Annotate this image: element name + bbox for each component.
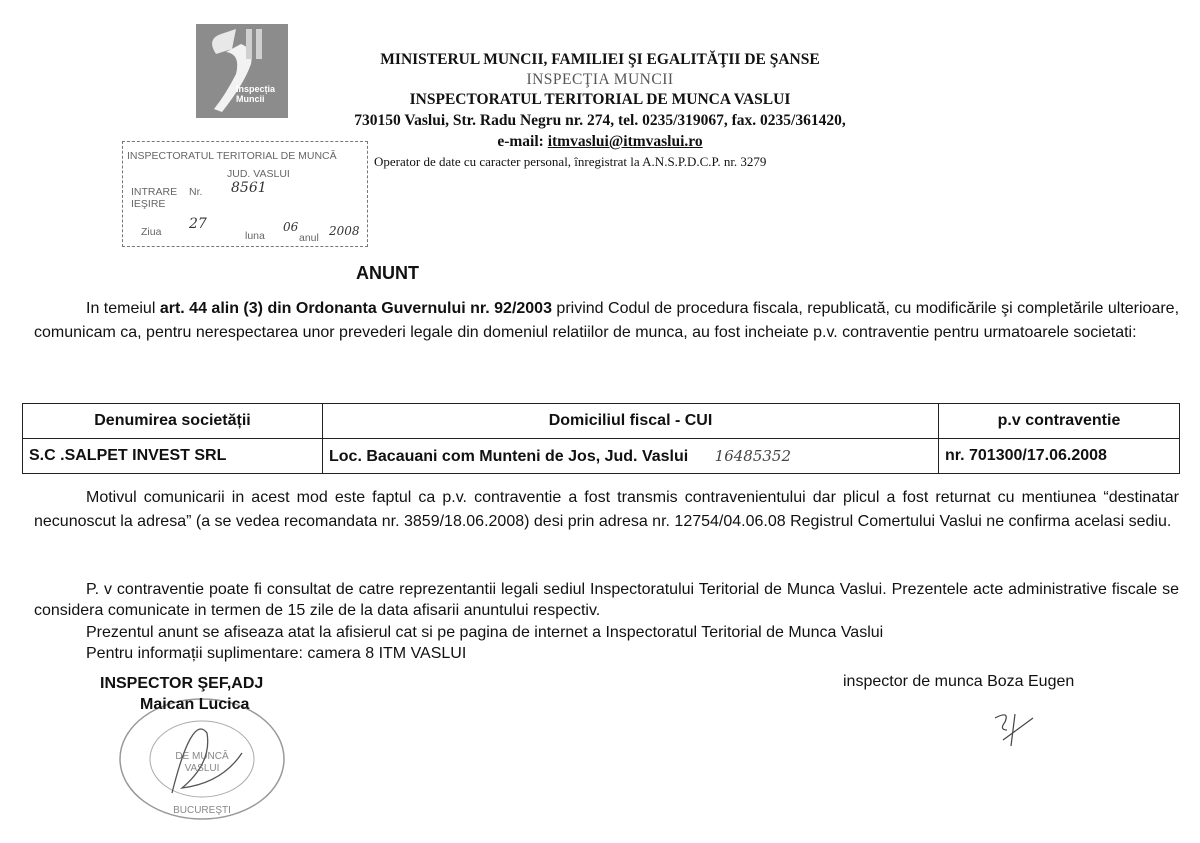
stamp-day-value: 27 (189, 216, 207, 232)
operator-note: Operator de date cu caracter personal, înregistrat la A.N.S.P.D.C.P. nr. 3279 (374, 154, 767, 169)
table-header-row (23, 404, 1180, 439)
email-label: e-mail: (497, 133, 548, 150)
companies-table (22, 403, 1180, 474)
inspector-signature: inspector de munca Boza Eugen (843, 673, 1075, 690)
seal-bottom-text: BUCUREŞTI (173, 805, 231, 816)
seal-center-line1: DE MUNCĂ (175, 751, 229, 762)
inspectia-muncii-logo (196, 24, 288, 118)
intro-paragraph: In temeiul art. 44 alin (3) din Ordonanta Guvernului nr. 92/2003 privind Codul de procedura fiscala, republicată, cu modificările şi completările ulterioare, comunicam ca, pentru nerespectarea unor prevederi legale din domeniul relatiilor de munca, au fost incheiate p.v. contraventie pentru urmatoarele societati: (34, 300, 1180, 341)
inspectorate-name: INSPECTORATUL TERITORIAL DE MUNCA VASLUI (409, 91, 791, 108)
chief-inspector-name: Maican Lucica (140, 696, 250, 713)
stamp-year-value: 2008 (329, 224, 360, 238)
company-address-cell (323, 439, 939, 474)
email-line (300, 131, 900, 152)
stamp-institution: INSPECTORATUL TERITORIAL DE MUNCĂ (127, 150, 337, 162)
company-address: Loc. Bacauani com Munteni de Jos, Jud. Vaslui (329, 447, 689, 465)
chief-inspector-signature-block (100, 673, 263, 715)
column-header: p.v contraventie (939, 404, 1180, 439)
registration-stamp (122, 141, 368, 247)
logo-text: Inspecția Muncii (236, 84, 276, 104)
stamp-month-label: luna (245, 230, 265, 242)
stamp-day-label: Ziua (141, 226, 162, 238)
document-title: ANUNT (356, 263, 419, 283)
handwritten-signature-right (985, 700, 1045, 748)
afisare-paragraph: Prezentul anunt se afiseaza atat la afisierul cat si pe pagina de internet a Inspectoratul Teritorial de Munca Vaslui (86, 624, 884, 641)
stamp-intrare: INTRARE (131, 186, 178, 198)
consult-paragraph: P. v contraventie poate fi consultat de catre reprezentantii legali sediul Inspectoratului Teritorial de Munca Vaslui. Prezentele acte administrative fiscale se considera comunicate in termen de 15 zile de la data afisarii anuntului respectiv. (34, 581, 1179, 619)
column-header: Denumirea societății (23, 404, 323, 439)
inspection-name: INSPECŢIA MUNCII (526, 71, 674, 88)
email-link[interactable]: itmvaslui@itmvaslui.ro (547, 133, 703, 150)
seal-center-line2: VASLUI (184, 763, 220, 774)
motiv-paragraph: Motivul comunicarii in acest mod este faptul ca p.v. contraventie a fost transmis contravenientului dar plicul a fost returnat cu mentiunea “destinatar necunoscut la adresa” (a se vedea recomandata nr. 3859/18.06.2008) desi prin adresa nr. 12754/04.06.08 Registrul Comertului Vaslui ne confirma acelasi sediu. (34, 489, 1179, 530)
stamp-year-label: anul (299, 232, 319, 244)
document-header (300, 49, 900, 152)
stamp-county: JUD. VASLUI (227, 168, 290, 180)
company-name: S.C .SALPET INVEST SRL (23, 439, 323, 474)
company-cui: 16485352 (714, 446, 792, 465)
info-paragraph: Pentru informații suplimentare: camera 8 ITM VASLUI (86, 645, 467, 662)
pv-number: nr. 701300/17.06.2008 (939, 439, 1180, 474)
inspectorate-address: 730150 Vaslui, Str. Radu Negru nr. 274, tel. 0235/319067, fax. 0235/361420, (354, 112, 846, 129)
stamp-nr-label: Nr. (189, 186, 203, 198)
legal-reference: art. 44 alin (3) din Ordonanta Guvernului nr. 92/2003 (159, 300, 552, 317)
stamp-month-value: 06 (283, 220, 299, 234)
stamp-nr-value: 8561 (231, 180, 267, 196)
table-row (23, 439, 1180, 474)
stamp-iesire: IEŞIRE (131, 198, 166, 210)
chief-inspector-title: INSPECTOR ŞEF,ADJ (100, 675, 264, 692)
column-header: Domiciliul fiscal - CUI (323, 404, 939, 439)
ministry-name: MINISTERUL MUNCII, FAMILIEI ŞI EGALITĂŢII DE ŞANSE (380, 51, 820, 68)
